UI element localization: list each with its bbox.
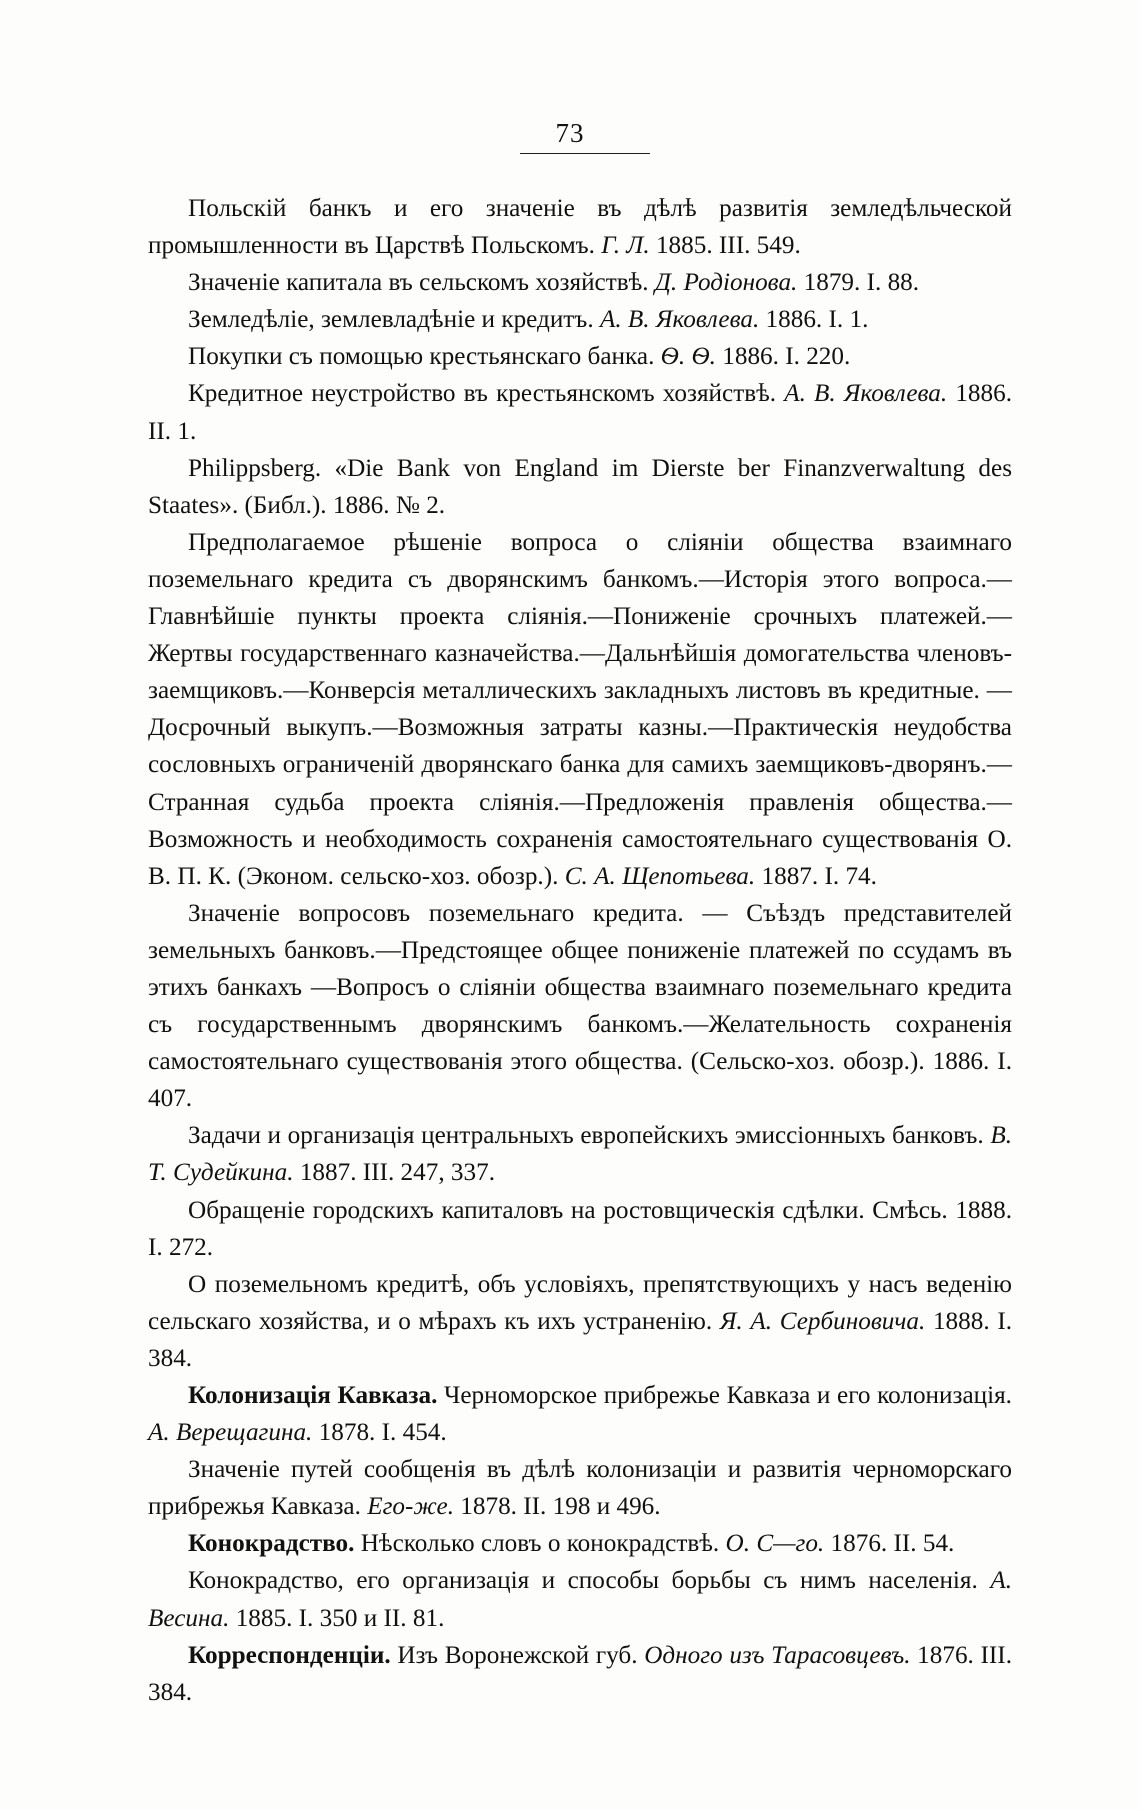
- entry-title: Значеніе капитала въ сельскомъ хозяйствѣ.: [188, 269, 655, 297]
- entry-citation: 1886. I. 220.: [715, 343, 851, 371]
- bibliography-entry: [148, 450, 1012, 524]
- bibliography-entry: [148, 524, 1012, 895]
- entry-title: О поземельномъ кредитѣ, объ условіяхъ, препятствующихъ у насъ веденію сельскаго хозяйства, и о мѣрахъ къ ихъ устраненію.: [148, 1270, 1012, 1335]
- entry-title: Philippsberg. «Die Bank von England im Dierste ber Finanzverwaltung des Staates». (Библ.). 1886. № 2.: [148, 454, 1012, 519]
- entry-citation: 1887. III. 247, 337.: [293, 1159, 495, 1187]
- bibliography-entry: [148, 1192, 1012, 1266]
- entry-author: Д. Родіонова.: [654, 269, 798, 297]
- entry-citation: 1876. II. 54.: [824, 1530, 955, 1558]
- entry-author: О. С—го.: [725, 1530, 825, 1558]
- page-number: 73: [555, 118, 585, 148]
- entry-author: Г. Л.: [601, 232, 650, 260]
- bibliography-entry: [148, 375, 1012, 449]
- entry-citation: 1887. I. 74.: [755, 862, 877, 890]
- entry-citation: 1876. III. 384.: [148, 1641, 1012, 1706]
- entry-author: Ѳ. Ѳ.: [660, 343, 716, 371]
- entry-title: Значеніе путей сообщенія въ дѣлѣ колонизаціи и развитія черноморскаго прибрежья Кавказа.: [148, 1456, 1012, 1521]
- entry-citation: 1878. I. 454.: [312, 1419, 447, 1447]
- entry-author: Я. А. Сербиновича.: [719, 1307, 926, 1335]
- entry-author: Одного изъ Тарасовцевъ.: [644, 1641, 911, 1669]
- bibliography-list: [148, 190, 1012, 1711]
- entry-title: Изъ Воронежской губ.: [390, 1641, 645, 1669]
- entry-author: В. Т. Судейкина.: [148, 1122, 1012, 1187]
- entry-title: Черноморское прибрежье Кавказа и его колонизація.: [437, 1382, 1012, 1409]
- bibliography-entry: [148, 190, 1012, 264]
- section-heading: Корреспонденціи.: [188, 1641, 391, 1669]
- page-number-rule: [520, 153, 650, 154]
- entry-author: А. В. Яковлева.: [599, 306, 760, 334]
- entry-citation: 1885. I. 350 и II. 81.: [229, 1604, 445, 1632]
- bibliography-entry: [148, 338, 1012, 375]
- bibliography-entry: [148, 1266, 1012, 1377]
- entry-title: Польскій банкъ и его значеніе въ дѣлѣ развитія земледѣльческой промышленности въ Царствѣ Польскомъ.: [148, 195, 1012, 260]
- entry-title: Обращеніе городскихъ капиталовъ на ростовщическія сдѣлки. Смѣсь. 1888. I. 272.: [148, 1196, 1012, 1261]
- entry-citation: 1886. I. 1.: [759, 306, 869, 334]
- bibliography-entry: [148, 1117, 1012, 1191]
- bibliography-entry: [148, 895, 1012, 1118]
- entry-title: Значеніе вопросовъ поземельнаго кредита. — Съѣздъ представителей земельныхъ банковъ.—Предстоящее общее пониженіе платежей по ссудамъ въ этихъ банкахъ —Вопросъ о сліяніи общества взаимнаго поземельнаго кредита съ государственнымъ дворянскимъ банкомъ.—Желательность сохраненія самостоятельнаго существованія этого общества. (Сельско-хоз. обозр.). 1886. I. 407.: [148, 899, 1012, 1113]
- bibliography-entry: [148, 1562, 1012, 1636]
- entry-title: Конокрадство, его организація и способы борьбы съ нимъ населенія.: [188, 1567, 991, 1595]
- entry-author: А. В. Яковлева.: [784, 380, 948, 408]
- entry-title: Покупки съ помощью крестьянскаго банка.: [188, 343, 661, 371]
- entry-citation: 1878. II. 198 и 496.: [454, 1493, 661, 1521]
- entry-citation: 1885. III. 549.: [649, 232, 801, 260]
- entry-author: Его-же.: [367, 1493, 454, 1521]
- entry-title: Земледѣліе, землевладѣніе и кредитъ.: [188, 306, 600, 334]
- entry-title: Задачи и организація центральныхъ европейскихъ эмиссіонныхъ банковъ.: [188, 1122, 991, 1150]
- entry-citation: 1879. I. 88.: [797, 269, 920, 297]
- entry-citation: 1888. I. 384.: [148, 1307, 1012, 1372]
- entry-title: Кредитное неустройство въ крестьянскомъ хозяйствѣ.: [188, 380, 785, 408]
- entry-citation: 1886. II. 1.: [148, 380, 1013, 445]
- entry-author: А. Верещагина.: [148, 1419, 313, 1447]
- entry-title: Предполагаемое рѣшеніе вопроса о сліяніи общества взаимнаго поземельнаго кредита съ дворянскимъ банкомъ.—Исторія этого вопроса.—Главнѣйшіе пункты проекта сліянія.—Пониженіе срочныхъ платежей.—Жертвы государственнаго казначейства.—Дальнѣйшія домогательства членовъ-заемщиковъ.—Конверсія металлическихъ закладныхъ листовъ въ кредитные. — Досрочный выкупъ.—Возможныя затраты казны.—Практическія неудобства сословныхъ ограниченій дворянскаго банка для самихъ заемщиковъ-дворянъ.—Странная судьба проекта сліянія.—Предложенія правленія общества.—Возможность и необходимость сохраненія самостоятельнаго существованія О. В. П. К. (Эконом. сельско-хоз. обозр.).: [148, 528, 1012, 890]
- bibliography-entry: [148, 1377, 1012, 1451]
- bibliography-entry: [148, 301, 1012, 338]
- section-heading: Конокрадство.: [188, 1530, 355, 1558]
- bibliography-entry: [148, 1451, 1012, 1525]
- entry-author: С. А. Щепотьева.: [564, 862, 756, 890]
- bibliography-entry: [148, 264, 1012, 301]
- bibliography-entry: [148, 1525, 1012, 1562]
- section-heading: Колонизація Кавказа.: [188, 1382, 438, 1409]
- entry-title: Нѣсколько словъ о конокрадствѣ.: [354, 1530, 726, 1558]
- bibliography-entry: [148, 1637, 1012, 1711]
- entry-author: А. Весина.: [148, 1567, 1012, 1632]
